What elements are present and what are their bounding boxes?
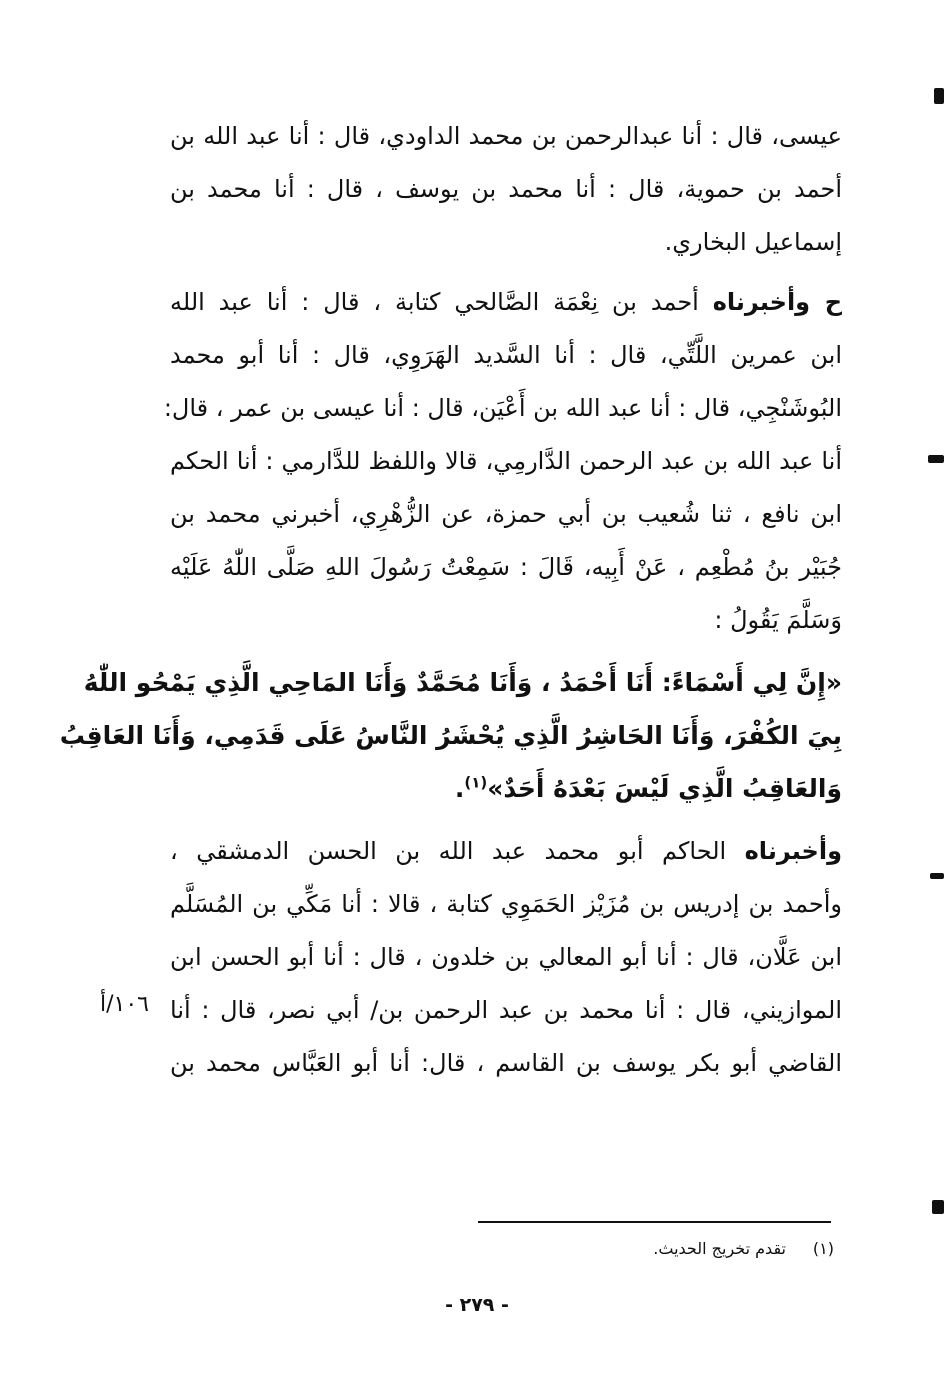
line-text: وَالعَاقِبُ الَّذِي لَيْسَ بَعْدَهُ أَحَدٌ» [487, 774, 842, 803]
text-line [170, 762, 842, 815]
paragraph-isnad-2 [163, 276, 842, 647]
text-line: ابن نافع ، ثنا شُعيب بن أبي حمزة، عن الزُّهْرِي، أخبرني محمد بن [170, 500, 842, 528]
line-end-punctuation: . [454, 774, 465, 803]
footnote-divider [478, 1221, 831, 1223]
scan-edge-mark [932, 1200, 944, 1214]
text-line [170, 276, 842, 329]
line-text: أحمد بن نِعْمَة الصَّالحي كتابة ، قال : أنا عبد الله [170, 288, 713, 316]
page-number: - ٢٧٩ - [445, 1294, 509, 1316]
paragraph-lead-word: ح وأخبرناه [712, 288, 842, 316]
text-line: «إِنَّ لِي أَسْمَاءً: أَنَا أَحْمَدُ ، وَأَنَا مُحَمَّدٌ وَأَنَا المَاحِي الَّذِي يَمْحُو اللّٰهُ [83, 668, 842, 697]
paragraph-hadith [59, 656, 842, 815]
text-line: وَسَلَّمَ يَقُولُ : [714, 606, 842, 634]
scan-edge-mark [930, 873, 944, 879]
paragraph-lead-word: وأخبرناه [744, 837, 842, 865]
paragraph-isnad-1 [170, 110, 842, 269]
footnote [478, 1234, 834, 1264]
paragraph-isnad-3 [170, 825, 842, 1090]
text-line: القاضي أبو بكر يوسف بن القاسم ، قال: أنا أبو العَبَّاس محمد بن [170, 1049, 842, 1077]
text-line: الموازيني، قال : أنا محمد بن عبد الرحمن بن/ أبي نصر، قال : أنا [170, 996, 842, 1024]
scan-edge-mark [934, 88, 944, 104]
footnote-text: تقدم تخريج الحديث. [653, 1239, 786, 1258]
text-line: أنا عبد الله بن عبد الرحمن الدَّارمِي، قالا واللفظ للدَّارمي : أنا الحكم [170, 447, 842, 475]
text-line: جُبَيْر بنُ مُطْعِم ، عَنْ أَبِيه، قَالَ : سَمِعْتُ رَسُولَ اللهِ صَلَّى اللّٰهُ عَلَيْه [170, 553, 842, 581]
footnote-reference: (١) [464, 773, 488, 792]
text-line: وأحمد بن إدريس بن مُزَيْز الحَمَوِي كتابة ، قالا : أنا مَكِّي بن المُسَلَّم [170, 890, 842, 918]
text-line: أحمد بن حموية، قال : أنا محمد بن يوسف ، قال : أنا محمد بن [170, 175, 842, 203]
text-line: البُوشَنْجِي، قال : أنا عبد الله بن أَعْيَن، قال : أنا عيسى بن عمر ، قال: [163, 394, 842, 422]
scan-edge-mark [928, 455, 944, 463]
margin-folio-note: ١٠٦/أ [100, 992, 149, 1017]
footnote-number: (١) [812, 1239, 834, 1258]
text-line: إسماعيل البخاري. [664, 228, 842, 256]
line-text: الحاكم أبو محمد عبد الله بن الحسن الدمشقي ، [170, 837, 745, 865]
text-line: عيسى، قال : أنا عبدالرحمن بن محمد الداودي، قال : أنا عبد الله بن [170, 122, 842, 150]
text-line: ابن عَلَّان، قال : أنا أبو المعالي بن خلدون ، قال : أنا أبو الحسن ابن [170, 943, 842, 971]
text-line: بِيَ الكُفْرَ، وَأَنَا الحَاشِرُ الَّذِي يُحْشَرُ النَّاسُ عَلَى قَدَمِي، وَأَنَا العَاقِبُ [59, 721, 842, 750]
text-line: ابن عمرين اللَّتِّي، قال : أنا السَّديد الهَرَوِي، قال : أنا أبو محمد [170, 341, 842, 369]
text-line [170, 825, 842, 878]
